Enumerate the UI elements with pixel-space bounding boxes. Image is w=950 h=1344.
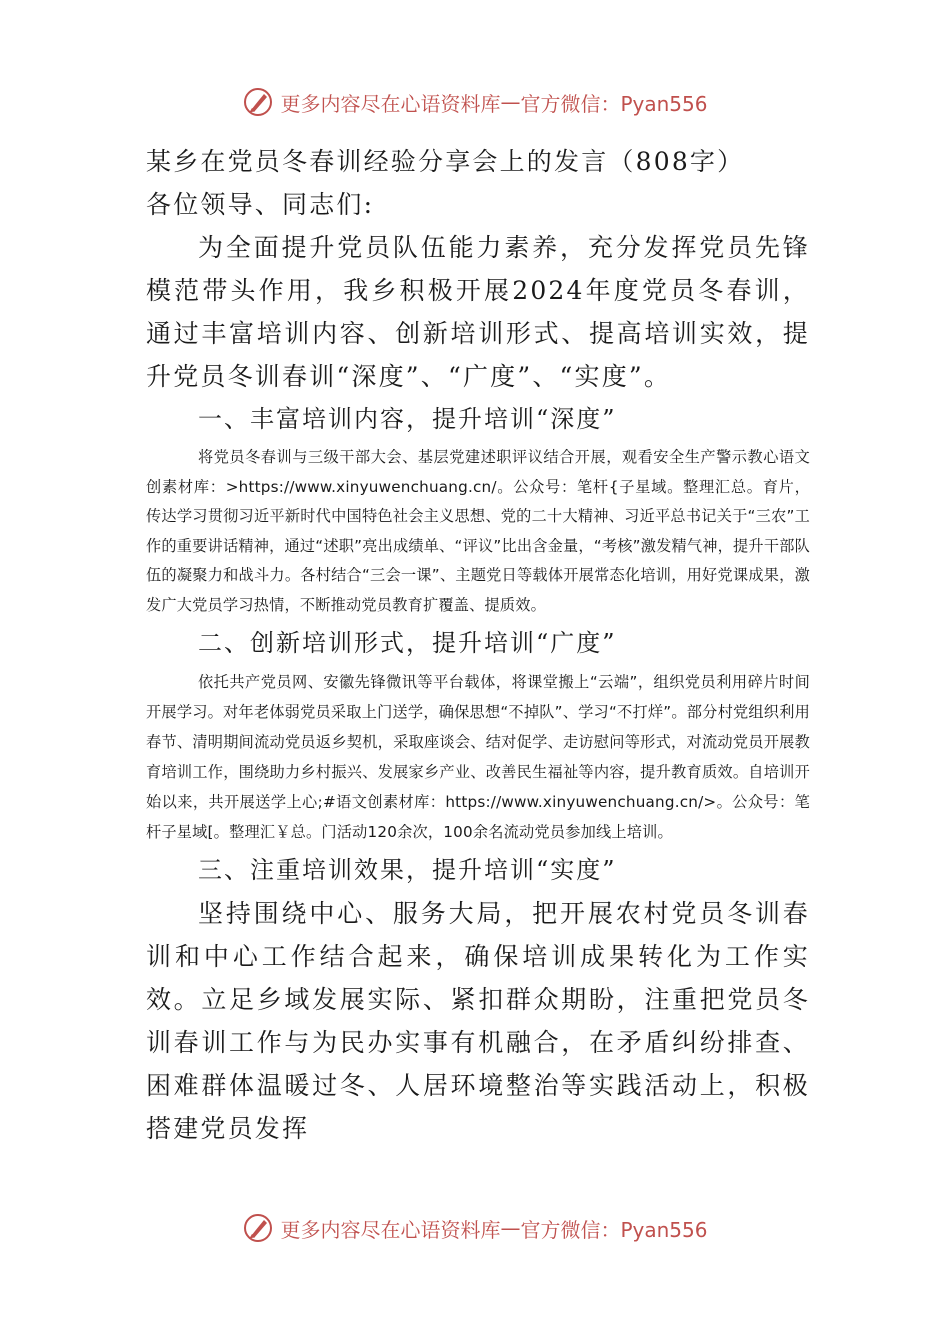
document-title: 某乡在党员冬春训经验分享会上的发言（808字）: [146, 147, 745, 176]
footer-watermark-banner: [0, 1212, 950, 1244]
section1-heading: 一、丰富培训内容，提升培训“深度”: [198, 405, 617, 433]
pen-quill-logo-icon: [242, 1212, 274, 1244]
banner-text: 更多内容尽在心语资料库: [280, 1217, 501, 1242]
section3-heading: 三、注重培训效果，提升培训“实度”: [198, 856, 617, 884]
section2-body: 依托共产党员网、安徽先锋微讯等平台载体，将课堂搬上“云端”，组织党员利用碎片时间开展学习。对年老体弱党员采取上门送学，确保思想“不掉队”、学习“不打烊”。部分村党组织利用春节、清明期间流动党员返乡契机，采取座谈会、结对促学、走访慰问等形式，对流动党员开展教育培训工作，围绕助力乡村振兴、发展家乡产业、改善民生福祉等内容，提升教育质效。自培训开始以来，共开展送学上心;#语文创素材库：https://www.xinyuwenchuang.cn/>。公众号：笔杆子星域[。整理汇￥总。门活动120余次，100余名流动党员参加线上培训。: [146, 673, 810, 841]
section3-body: 坚持围绕中心、服务大局，把开展农村党员冬训春训和中心工作结合起来，确保培训成果转化为工作实效。立足乡域发展实际、紧扣群众期盼，注重把党员冬训春训工作与为民办实事有机融合，在矛盾纠纷排查、困难群体温暖过冬、人居环境整治等实践活动上，积极搭建党员发挥: [146, 899, 810, 1143]
section1-body: 将党员冬春训与三级干部大会、基层党建述职评议结合开展，观看安全生产警示教心语文创素材库：>https://www.xinyuwenchuang.cn/。公众号：笔杆{子星域。整理汇总。育片，传达学习贯彻习近平新时代中国特色社会主义思想、党的二十大精神、习近平总书记关于“三农”工作的重要讲话精神，通过“述职”亮出成绩单、“评议”比出含金量，“考核”激发精气神，提升干部队伍的凝聚力和战斗力。各村结合“三会一课”、主题党日等载体开展常态化培训，用好党课成果，激发广大党员学习热情，不断推动党员教育扩覆盖、提质效。: [146, 448, 810, 614]
section2-heading: 二、创新培训形式，提升培训“广度”: [198, 629, 617, 657]
banner-dash: —: [500, 1216, 521, 1240]
pen-quill-logo-icon: [242, 86, 274, 118]
banner-suffix: 官方微信：Pyan556: [520, 1217, 708, 1242]
greeting: 各位领导、同志们:: [146, 190, 375, 219]
banner-dash: —: [500, 90, 521, 114]
banner-text: 更多内容尽在心语资料库: [280, 91, 501, 116]
intro-paragraph: 为全面提升党员队伍能力素养，充分发挥党员先锋模范带头作用，我乡积极开展2024年度党员冬春训，通过丰富培训内容、创新培训形式、提高培训实效，提升党员冬训春训“深度”、“广度”、“实度”。: [146, 233, 810, 391]
header-watermark-banner: [0, 86, 950, 118]
document-body: [146, 140, 810, 1150]
banner-suffix: 官方微信：Pyan556: [520, 91, 708, 116]
